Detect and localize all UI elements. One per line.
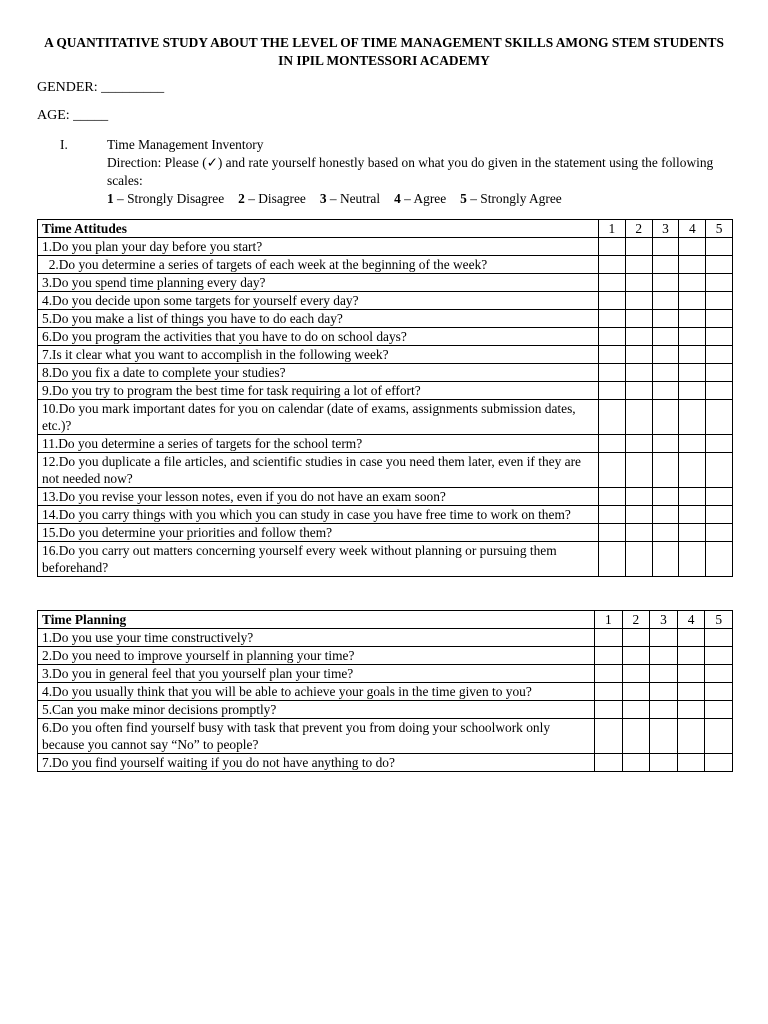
- rating-checkbox-cell[interactable]: [679, 524, 706, 542]
- rating-checkbox-cell[interactable]: [625, 524, 652, 542]
- rating-checkbox-cell[interactable]: [677, 719, 705, 754]
- rating-checkbox-cell[interactable]: [622, 701, 650, 719]
- rating-checkbox-cell[interactable]: [625, 542, 652, 577]
- rating-checkbox-cell[interactable]: [595, 754, 623, 772]
- rating-checkbox-cell[interactable]: [650, 647, 678, 665]
- rating-checkbox-cell[interactable]: [599, 238, 626, 256]
- rating-checkbox-cell[interactable]: [679, 310, 706, 328]
- rating-checkbox-cell[interactable]: [652, 346, 679, 364]
- table-heading: Time Planning: [38, 611, 595, 629]
- question-text: 14.Do you carry things with you which you can study in case you have free time to work on them?: [38, 506, 599, 524]
- rating-checkbox-cell[interactable]: [706, 400, 733, 435]
- question-text: 4.Do you decide upon some targets for yourself every day?: [38, 292, 599, 310]
- table-heading: Time Attitudes: [38, 220, 599, 238]
- rating-checkbox-cell[interactable]: [625, 453, 652, 488]
- rating-checkbox-cell[interactable]: [652, 382, 679, 400]
- rating-checkbox-cell[interactable]: [625, 488, 652, 506]
- question-text: 10.Do you mark important dates for you on calendar (date of exams, assignments submission dates, etc.)?: [38, 400, 599, 435]
- question-text: 7.Do you find yourself waiting if you do not have anything to do?: [38, 754, 595, 772]
- rating-checkbox-cell[interactable]: [706, 364, 733, 382]
- rating-checkbox-cell[interactable]: [652, 364, 679, 382]
- rating-checkbox-cell[interactable]: [679, 328, 706, 346]
- scale-description: – Agree: [400, 191, 447, 206]
- rating-checkbox-cell[interactable]: [705, 719, 733, 754]
- rating-checkbox-cell[interactable]: [677, 665, 705, 683]
- rating-checkbox-cell[interactable]: [652, 256, 679, 274]
- rating-checkbox-cell[interactable]: [625, 274, 652, 292]
- rating-checkbox-cell[interactable]: [622, 719, 650, 754]
- rating-checkbox-cell[interactable]: [706, 238, 733, 256]
- rating-checkbox-cell[interactable]: [599, 346, 626, 364]
- rating-checkbox-cell[interactable]: [706, 328, 733, 346]
- question-text: 3.Do you spend time planning every day?: [38, 274, 599, 292]
- rating-checkbox-cell[interactable]: [622, 629, 650, 647]
- question-text: 6.Do you often find yourself busy with task that prevent you from doing your schoolwork only because you cannot say “No” to people?: [38, 719, 595, 754]
- table-row: [38, 542, 733, 577]
- question-text: 11.Do you determine a series of targets for the school term?: [38, 435, 599, 453]
- rating-column-header: 5: [706, 220, 733, 238]
- rating-checkbox-cell[interactable]: [679, 382, 706, 400]
- table-row: [38, 238, 733, 256]
- time-attitudes-table: [37, 219, 733, 577]
- question-text: 7.Is it clear what you want to accomplish in the following week?: [38, 346, 599, 364]
- scale-description: – Strongly Disagree: [113, 191, 225, 206]
- rating-checkbox-cell[interactable]: [652, 400, 679, 435]
- rating-checkbox-cell[interactable]: [599, 542, 626, 577]
- rating-checkbox-cell[interactable]: [625, 435, 652, 453]
- rating-checkbox-cell[interactable]: [706, 488, 733, 506]
- rating-checkbox-cell[interactable]: [622, 683, 650, 701]
- rating-checkbox-cell[interactable]: [679, 435, 706, 453]
- table-row: [38, 506, 733, 524]
- rating-checkbox-cell[interactable]: [625, 400, 652, 435]
- rating-checkbox-cell[interactable]: [706, 310, 733, 328]
- rating-checkbox-cell[interactable]: [706, 435, 733, 453]
- table-row: [38, 346, 733, 364]
- rating-checkbox-cell[interactable]: [679, 453, 706, 488]
- table-row: [38, 382, 733, 400]
- rating-checkbox-cell[interactable]: [652, 328, 679, 346]
- rating-checkbox-cell[interactable]: [705, 629, 733, 647]
- rating-checkbox-cell[interactable]: [652, 310, 679, 328]
- question-text: 16.Do you carry out matters concerning yourself every week without planning or pursuing them beforehand?: [38, 542, 599, 577]
- section-direction: Direction: Please (✓) and rate yourself honestly based on what you do given in the statement using the following scales:: [107, 155, 714, 188]
- rating-checkbox-cell[interactable]: [599, 364, 626, 382]
- rating-checkbox-cell[interactable]: [677, 754, 705, 772]
- rating-checkbox-cell[interactable]: [599, 310, 626, 328]
- table-row: [38, 310, 733, 328]
- table-row: [38, 629, 733, 647]
- table-row: [38, 683, 733, 701]
- rating-checkbox-cell[interactable]: [705, 701, 733, 719]
- rating-checkbox-cell[interactable]: [652, 488, 679, 506]
- rating-checkbox-cell[interactable]: [650, 754, 678, 772]
- table-row: [38, 435, 733, 453]
- rating-checkbox-cell[interactable]: [595, 683, 623, 701]
- rating-checkbox-cell[interactable]: [625, 382, 652, 400]
- rating-checkbox-cell[interactable]: [652, 238, 679, 256]
- table-row: [38, 647, 733, 665]
- rating-checkbox-cell[interactable]: [652, 542, 679, 577]
- rating-checkbox-cell[interactable]: [679, 292, 706, 310]
- rating-checkbox-cell[interactable]: [599, 524, 626, 542]
- rating-checkbox-cell[interactable]: [595, 719, 623, 754]
- rating-checkbox-cell[interactable]: [679, 506, 706, 524]
- rating-checkbox-cell[interactable]: [679, 364, 706, 382]
- rating-checkbox-cell[interactable]: [650, 683, 678, 701]
- rating-column-header: 2: [622, 611, 650, 629]
- table-row: [38, 754, 733, 772]
- question-text: 12.Do you duplicate a file articles, and scientific studies in case you need them later, even if they are not needed now?: [38, 453, 599, 488]
- rating-checkbox-cell[interactable]: [625, 328, 652, 346]
- rating-checkbox-cell[interactable]: [706, 256, 733, 274]
- rating-checkbox-cell[interactable]: [652, 435, 679, 453]
- scale-number: 5: [460, 191, 467, 206]
- rating-checkbox-cell[interactable]: [706, 346, 733, 364]
- rating-checkbox-cell[interactable]: [599, 488, 626, 506]
- rating-checkbox-cell[interactable]: [652, 453, 679, 488]
- rating-checkbox-cell[interactable]: [625, 364, 652, 382]
- rating-checkbox-cell[interactable]: [679, 346, 706, 364]
- rating-checkbox-cell[interactable]: [706, 506, 733, 524]
- rating-checkbox-cell[interactable]: [599, 274, 626, 292]
- rating-checkbox-cell[interactable]: [679, 488, 706, 506]
- section-body: [107, 136, 737, 208]
- scale-number: 3: [319, 191, 327, 206]
- rating-checkbox-cell[interactable]: [706, 292, 733, 310]
- scale-number: 1: [107, 191, 114, 206]
- table-header-row: [38, 220, 733, 238]
- rating-checkbox-cell[interactable]: [599, 435, 626, 453]
- rating-checkbox-cell[interactable]: [705, 665, 733, 683]
- rating-checkbox-cell[interactable]: [652, 524, 679, 542]
- question-text: 9.Do you try to program the best time for task requiring a lot of effort?: [38, 382, 599, 400]
- rating-column-header: 1: [595, 611, 623, 629]
- rating-checkbox-cell[interactable]: [677, 701, 705, 719]
- table-row: [38, 701, 733, 719]
- scale-number: 4: [394, 191, 401, 206]
- rating-checkbox-cell[interactable]: [595, 665, 623, 683]
- rating-checkbox-cell[interactable]: [622, 665, 650, 683]
- table-row: [38, 364, 733, 382]
- question-text: 2.Do you need to improve yourself in planning your time?: [38, 647, 595, 665]
- rating-checkbox-cell[interactable]: [625, 506, 652, 524]
- table-row: [38, 292, 733, 310]
- table-row: [38, 400, 733, 435]
- rating-checkbox-cell[interactable]: [679, 400, 706, 435]
- rating-checkbox-cell[interactable]: [679, 274, 706, 292]
- rating-checkbox-cell[interactable]: [595, 701, 623, 719]
- rating-column-header: 3: [650, 611, 678, 629]
- table-row: [38, 274, 733, 292]
- rating-column-header: 2: [625, 220, 652, 238]
- rating-checkbox-cell[interactable]: [625, 238, 652, 256]
- scale-number: 2: [238, 191, 245, 206]
- rating-checkbox-cell[interactable]: [625, 292, 652, 310]
- rating-checkbox-cell[interactable]: [622, 647, 650, 665]
- rating-checkbox-cell[interactable]: [679, 542, 706, 577]
- rating-checkbox-cell[interactable]: [625, 310, 652, 328]
- question-text: 1.Do you use your time constructively?: [38, 629, 595, 647]
- scale-description: – Strongly Agree: [466, 191, 562, 206]
- scale-description: – Disagree: [244, 191, 306, 206]
- question-text: 3.Do you in general feel that you yourself plan your time?: [38, 665, 595, 683]
- question-text: 4.Do you usually think that you will be able to achieve your goals in the time given to you?: [38, 683, 595, 701]
- rating-checkbox-cell[interactable]: [677, 647, 705, 665]
- rating-checkbox-cell[interactable]: [599, 382, 626, 400]
- table-row: [38, 665, 733, 683]
- rating-column-header: 4: [679, 220, 706, 238]
- rating-checkbox-cell[interactable]: [625, 256, 652, 274]
- section-numeral: I.: [60, 137, 68, 152]
- rating-checkbox-cell[interactable]: [652, 506, 679, 524]
- rating-checkbox-cell[interactable]: [650, 719, 678, 754]
- gender-field: GENDER: _________: [37, 80, 165, 95]
- question-text: 5.Can you make minor decisions promptly?: [38, 701, 595, 719]
- table-row: [38, 453, 733, 488]
- rating-checkbox-cell[interactable]: [652, 274, 679, 292]
- rating-checkbox-cell[interactable]: [677, 683, 705, 701]
- rating-checkbox-cell[interactable]: [706, 453, 733, 488]
- rating-checkbox-cell[interactable]: [599, 400, 626, 435]
- rating-checkbox-cell[interactable]: [677, 629, 705, 647]
- rating-checkbox-cell[interactable]: [625, 346, 652, 364]
- rating-checkbox-cell[interactable]: [622, 754, 650, 772]
- table-row: [38, 719, 733, 754]
- table-row: [38, 524, 733, 542]
- rating-checkbox-cell[interactable]: [706, 524, 733, 542]
- rating-checkbox-cell[interactable]: [705, 754, 733, 772]
- question-text: 5.Do you make a list of things you have to do each day?: [38, 310, 599, 328]
- rating-checkbox-cell[interactable]: [705, 683, 733, 701]
- rating-column-header: 5: [705, 611, 733, 629]
- rating-checkbox-cell[interactable]: [650, 665, 678, 683]
- question-text: 1.Do you plan your day before you start?: [38, 238, 599, 256]
- rating-checkbox-cell[interactable]: [595, 647, 623, 665]
- rating-column-header: 1: [599, 220, 626, 238]
- document-title: A QUANTITATIVE STUDY ABOUT THE LEVEL OF TIME MANAGEMENT SKILLS AMONG STEM STUDENTS IN IPIL MONTESSORI ACADEMY: [44, 35, 724, 68]
- question-text: 6.Do you program the activities that you have to do on school days?: [38, 328, 599, 346]
- rating-checkbox-cell[interactable]: [599, 453, 626, 488]
- table-row: [38, 328, 733, 346]
- rating-checkbox-cell[interactable]: [599, 328, 626, 346]
- rating-checkbox-cell[interactable]: [650, 701, 678, 719]
- scale-description: – Neutral: [326, 191, 381, 206]
- rating-checkbox-cell[interactable]: [705, 647, 733, 665]
- rating-checkbox-cell[interactable]: [706, 382, 733, 400]
- rating-checkbox-cell[interactable]: [599, 506, 626, 524]
- rating-column-header: 3: [652, 220, 679, 238]
- rating-column-header: 4: [677, 611, 705, 629]
- time-planning-table: [37, 610, 733, 772]
- rating-checkbox-cell[interactable]: [652, 292, 679, 310]
- question-text: 15.Do you determine your priorities and follow them?: [38, 524, 599, 542]
- rating-checkbox-cell[interactable]: [595, 629, 623, 647]
- question-text: 2.Do you determine a series of targets of each week at the beginning of the week?: [38, 256, 599, 274]
- rating-checkbox-cell[interactable]: [706, 274, 733, 292]
- rating-checkbox-cell[interactable]: [599, 256, 626, 274]
- table-row: [38, 488, 733, 506]
- table-row: [38, 256, 733, 274]
- rating-checkbox-cell[interactable]: [599, 292, 626, 310]
- question-text: 13.Do you revise your lesson notes, even if you do not have an exam soon?: [38, 488, 599, 506]
- age-field: AGE: _____: [37, 108, 109, 123]
- rating-scale-legend: [107, 190, 737, 208]
- rating-checkbox-cell[interactable]: [679, 238, 706, 256]
- rating-checkbox-cell[interactable]: [679, 256, 706, 274]
- rating-checkbox-cell[interactable]: [706, 542, 733, 577]
- table-header-row: [38, 611, 733, 629]
- question-text: 8.Do you fix a date to complete your studies?: [38, 364, 599, 382]
- section-heading: Time Management Inventory: [107, 137, 264, 152]
- rating-checkbox-cell[interactable]: [650, 629, 678, 647]
